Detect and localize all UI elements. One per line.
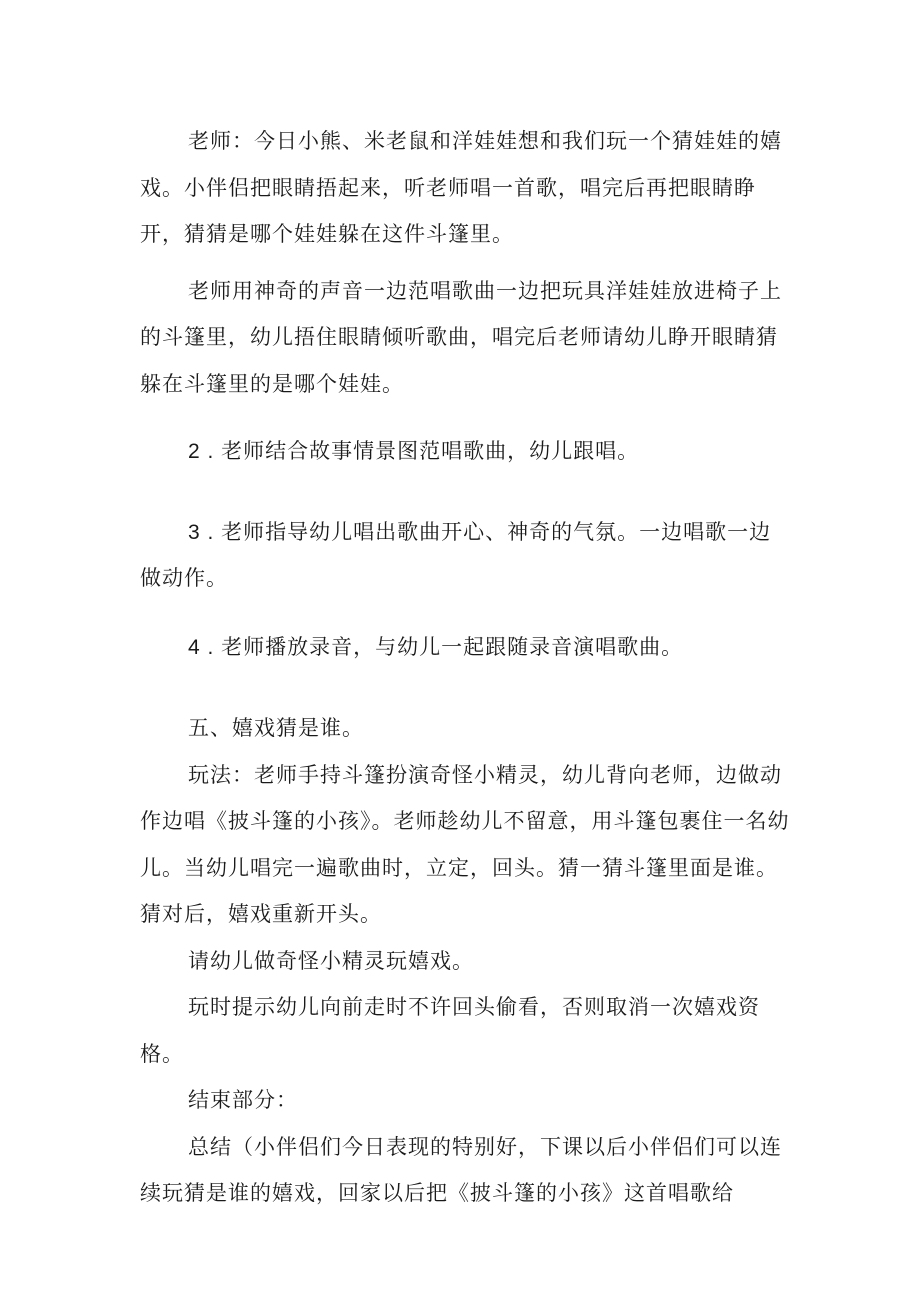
- paragraph-teacher-intro: 老师：今日小熊、米老鼠和洋娃娃想和我们玩一个猜娃娃的嬉戏。小伴侣把眼睛捂起来，听老师唱一首歌，唱完后再把眼睛睁开，猜猜是哪个娃娃躲在这件斗篷里。: [140, 129, 782, 246]
- paragraph-play-as-elf: 请幼儿做奇怪小精灵玩嬉戏。: [188, 948, 474, 973]
- paragraph-step-3: 3 . 老师指导幼儿唱出歌曲开心、神奇的气氛。一边唱歌一边做动作。: [140, 520, 772, 590]
- paragraph-teacher-sings: 老师用神奇的声音一边范唱歌曲一边把玩具洋娃娃放进椅子上的斗篷里，幼儿捂住眼睛倾听歌曲，唱完后老师请幼儿睁开眼睛猜躲在斗篷里的是哪个娃娃。: [140, 278, 782, 396]
- section-heading-game: 五、嬉戏猜是谁。: [188, 716, 364, 740]
- paragraph-game-rules: 玩法：老师手持斗篷扮演奇怪小精灵，幼儿背向老师，边做动作边唱《披斗篷的小孩》。老师趁幼儿不留意，用斗篷包裹住一名幼儿。当幼儿唱完一遍歌曲时，立定，回头。猜一猜斗篷里面是谁。猜对后，嬉戏重新开头。: [140, 762, 790, 926]
- paragraph-step-2: 2 . 老师结合故事情景图范唱歌曲，幼儿跟唱。: [188, 440, 640, 463]
- section-heading-ending: 结束部分：: [188, 1088, 298, 1112]
- paragraph-step-4: 4 . 老师播放录音，与幼儿一起跟随录音演唱歌曲。: [188, 635, 684, 659]
- paragraph-summary: 总结（小伴侣们今日表现的特别好，下课以后小伴侣们可以连续玩猜是谁的嬉戏，回家以后把《披斗篷的小孩》这首唱歌给: [140, 1134, 782, 1205]
- paragraph-no-peeking: 玩时提示幼儿向前走时不许回头偷看，否则取消一次嬉戏资格。: [140, 995, 760, 1066]
